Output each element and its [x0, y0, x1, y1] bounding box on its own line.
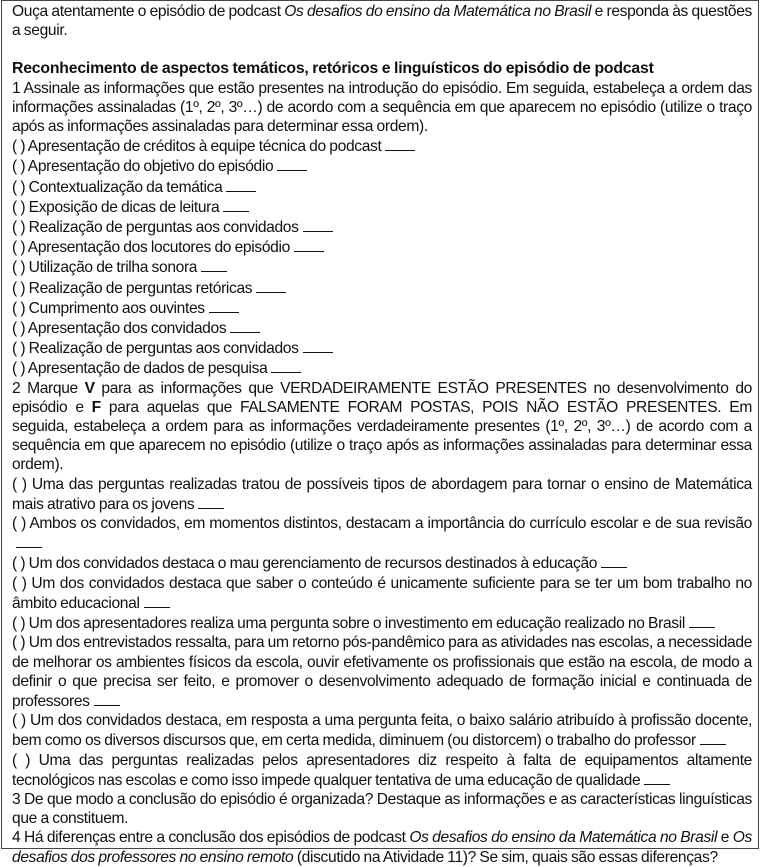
checkbox[interactable]: ( ): [12, 360, 26, 378]
q2-option-7: [12, 711, 752, 750]
q1-option-5: [12, 217, 752, 237]
order-blank[interactable]: [601, 553, 627, 568]
false-phrase: FALSAMENTE FORAM POSTAS, POIS NÃO ESTÃO PRESENTES.: [239, 398, 722, 416]
q1-option-1: [12, 136, 752, 156]
checkbox[interactable]: ( ): [12, 634, 26, 652]
option-label: Um dos convidados destaca que saber o conteúdo é unicamente suficiente para se ter um bom trabalho no âmbito educacional: [12, 574, 753, 612]
checkbox[interactable]: ( ): [12, 198, 26, 216]
option-label: Um dos convidados destaca, em resposta a uma pergunta feita, o baixo salário atribuído à profissão docente, bem como os diversos discursos que, em certa medida, diminuem (ou distorcem) o trabalho do professor: [12, 712, 752, 750]
checkbox[interactable]: ( ): [12, 138, 26, 156]
q1-option-4: [12, 197, 752, 217]
option-label: Realização de perguntas retóricas: [28, 279, 253, 297]
prompt-text: (discutido na Atividade 11)? Se sim, quais são essas diferenças?: [293, 848, 718, 866]
checkbox[interactable]: ( ): [12, 340, 26, 358]
option-label: Um dos apresentadores realiza uma pergunta sobre o investimento em educação realizado no Brasil: [28, 615, 685, 633]
q2-option-6: [12, 633, 752, 711]
checkbox[interactable]: ( ): [12, 615, 26, 633]
prompt-text: Em seguida, estabeleça a ordem para as informações verdadeiramente presentes (1º, 2º, 3º…) de acordo com a sequência em que aparecem no episódio (utilize o traço após as informações assinaladas para determinar essa ordem).: [12, 398, 752, 474]
q1-option-11: [12, 338, 752, 358]
question-1-options: [12, 136, 752, 378]
option-label: Uma das perguntas realizadas tratou de possíveis tipos de abordagem para tornar o ensino de Matemática mais atrativo para os jovens: [12, 475, 753, 513]
episode-title: Os desafios do ensino da Matemática no Brasil: [284, 3, 592, 20]
q1-option-6: [12, 237, 752, 257]
q1-option-3: [12, 177, 752, 197]
question-3: 3 De que modo a conclusão do episódio é organizada? Destaque as informações e as características linguísticas que a constituem.: [12, 790, 752, 828]
option-label: Apresentação do objetivo do episódio: [27, 158, 274, 176]
prompt-text: para as informações que: [94, 379, 281, 397]
checkbox[interactable]: ( ): [12, 279, 26, 297]
checkbox[interactable]: ( ): [12, 515, 26, 533]
order-blank[interactable]: [144, 593, 170, 608]
order-blank[interactable]: [201, 257, 227, 272]
q2-option-5: [12, 613, 752, 633]
option-label: Realização de perguntas aos convidados: [28, 219, 299, 237]
order-blank[interactable]: [209, 298, 239, 313]
order-blank[interactable]: [223, 197, 249, 212]
q1-option-2: [12, 156, 752, 176]
option-label: Cumprimento aos ouvintes: [28, 299, 205, 317]
episode-title-2: Os desafios dos professores no ensino remoto: [12, 829, 752, 866]
option-label: Um dos convidados destaca o mau gerenciamento de recursos destinados à educação: [28, 555, 598, 573]
q1-option-9: [12, 298, 752, 318]
false-marker: F: [91, 398, 101, 416]
q2-option-1: [12, 475, 752, 514]
order-blank[interactable]: [277, 156, 307, 171]
order-blank[interactable]: [230, 318, 260, 333]
checkbox[interactable]: ( ): [12, 475, 27, 493]
checkbox[interactable]: ( ): [12, 299, 26, 317]
prompt-text: no desenvolvimento do episódio e: [12, 379, 753, 416]
order-blank[interactable]: [198, 494, 224, 509]
option-label: Apresentação dos locutores do episódio: [27, 239, 290, 257]
checkbox[interactable]: ( ): [12, 712, 26, 730]
question-4: [12, 828, 752, 866]
order-blank[interactable]: [689, 613, 715, 628]
order-blank[interactable]: [303, 217, 333, 232]
intro-text-end: e responda às questões a seguir.: [12, 3, 752, 40]
checkbox[interactable]: ( ): [12, 555, 26, 573]
checkbox[interactable]: ( ): [12, 219, 26, 237]
q2-option-4: [12, 574, 752, 613]
option-label: Exposição de dicas de leitura: [28, 198, 220, 216]
option-label: Um dos entrevistados ressalta, para um retorno pós-pandêmico para as atividades nas escolas, a necessidade de melhorar os ambientes físicos da escola, ouvir efetivamente os profissionais que estão na escola, de modo a definir o que precisa ser feito, e promover o desenvolvimento adequado de formação inicial e continuada de professores: [12, 634, 753, 710]
q1-option-8: [12, 278, 752, 298]
q2-option-2: [12, 514, 752, 553]
option-label: Ambos os convidados, em momentos distintos, destacam a importância do currículo escolar e de sua revisão: [29, 515, 753, 533]
checkbox[interactable]: ( ): [12, 178, 26, 196]
intro-paragraph: [12, 2, 752, 40]
checkbox[interactable]: ( ): [12, 239, 26, 257]
worksheet-page: [1, 0, 759, 866]
true-marker: V: [84, 379, 95, 397]
episode-title-1: Os desafios do ensino da Matemática no Brasil: [409, 829, 718, 847]
q2-option-8: [12, 751, 752, 790]
option-label: Apresentação de créditos à equipe técnica do podcast: [27, 138, 382, 156]
option-label: Apresentação de dados de pesquisa: [27, 360, 268, 378]
q1-option-10: [12, 318, 752, 338]
order-blank[interactable]: [303, 338, 333, 353]
order-blank[interactable]: [226, 177, 256, 192]
option-label: Uma das perguntas realizadas pelos apresentadores diz respeito à falta de equipamentos altamente tecnológicos nas escolas e como isso impede qualquer tentativa de uma educação de qualidade: [12, 751, 753, 789]
true-phrase: VERDADEIRAMENTE ESTÃO PRESENTES: [280, 379, 587, 397]
option-label: Utilização de trilha sonora: [28, 259, 198, 277]
q1-option-12: [12, 358, 752, 378]
checkbox[interactable]: ( ): [12, 259, 26, 277]
section-title: Reconhecimento de aspectos temáticos, retóricos e linguísticos do episódio de podcast: [12, 60, 654, 78]
prompt-text: 4 Há diferenças entre a conclusão dos episódios de podcast: [12, 829, 410, 847]
order-blank[interactable]: [271, 358, 301, 373]
order-blank[interactable]: [256, 278, 286, 293]
checkbox[interactable]: ( ): [12, 320, 26, 338]
question-1-prompt: 1 Assinale as informações que estão presentes na introdução do episódio. Em seguida, estabeleça a ordem das informações assinaladas (1º, 2º, 3º…) de acordo com a sequência em que aparecem no episódio (utilize o traço após as informações assinaladas para determinar essa ordem).: [12, 79, 752, 136]
option-label: Contextualização da temática: [28, 178, 223, 196]
option-label: Apresentação dos convidados: [27, 320, 227, 338]
q2-option-3: [12, 553, 752, 573]
question-2-options: [12, 475, 752, 790]
checkbox[interactable]: ( ): [12, 158, 26, 176]
question-2-prompt: [12, 379, 752, 475]
prompt-text: e: [717, 829, 733, 847]
prompt-text: para aquelas que: [100, 398, 240, 416]
order-blank[interactable]: [700, 730, 726, 745]
option-label: Realização de perguntas aos convidados: [28, 340, 299, 358]
order-blank[interactable]: [644, 770, 670, 785]
prompt-text: 2 Marque: [12, 379, 85, 397]
order-blank[interactable]: [16, 533, 42, 548]
intro-text: Ouça atentamente o episódio de podcast: [12, 3, 285, 20]
order-blank[interactable]: [94, 691, 120, 706]
order-blank[interactable]: [385, 136, 415, 151]
checkbox[interactable]: ( ): [12, 751, 31, 769]
q1-option-7: [12, 257, 752, 277]
order-blank[interactable]: [294, 237, 324, 252]
checkbox[interactable]: ( ): [12, 574, 27, 592]
